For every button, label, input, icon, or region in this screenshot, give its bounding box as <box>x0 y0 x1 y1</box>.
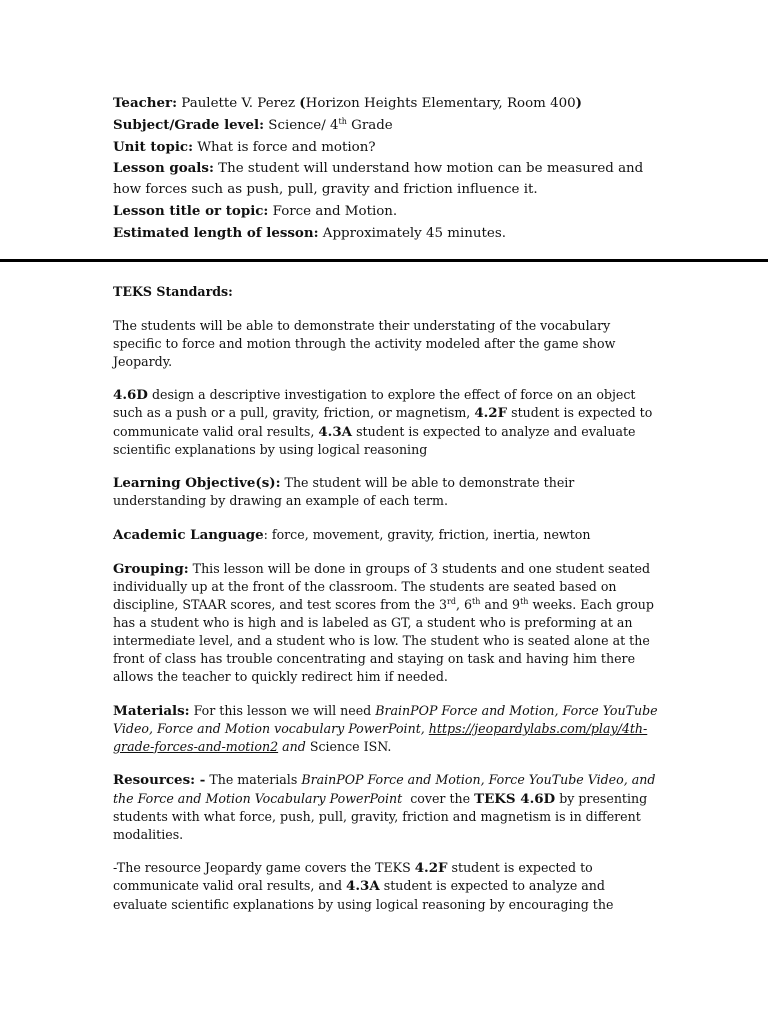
grouping-text-1: This lesson will be done in groups of 3 students and one student seated individually up at the front of the classroom. The students are seated based on discipline, STAAR scores, and test scores from the 3 <box>113 560 651 612</box>
jeopardy-text-1: -The resource Jeopardy game covers the TEKS <box>113 860 411 876</box>
lesson-body <box>113 283 658 929</box>
grouping-sup-3: th <box>520 596 529 606</box>
resources-label: Resources: - <box>113 772 206 789</box>
teks-text-1: design a descriptive investigation to explore the effect of force on an object such as a push or a pull, gravity, friction, or magnetism, <box>113 387 636 421</box>
grouping-text-2: , 6 <box>455 596 472 612</box>
teks-text-2: student is expected to communicate valid oral results, <box>113 405 653 439</box>
teacher-row: Teacher: Paulette V. Perez (Horizon Heights Elementary, Room 400) <box>113 95 583 111</box>
teks-standards <box>113 386 658 458</box>
academic-label: Academic Language <box>113 526 264 543</box>
title-value: Force and Motion. <box>272 203 398 219</box>
subject-sup: th <box>338 116 347 126</box>
length-row <box>113 223 673 245</box>
length-value: Approximately 45 minutes. <box>322 225 506 241</box>
subject-grade: Grade <box>351 117 393 133</box>
teacher-school: Horizon Heights Elementary, Room 400 <box>305 96 576 111</box>
teacher-value: Paulette V. Perez <box>181 96 296 111</box>
materials-text-2: Science ISN. <box>309 738 392 754</box>
unit-label: Unit topic: <box>113 138 194 155</box>
grouping-sup-2: th <box>471 596 481 606</box>
subject-label: Subject/Grade level: <box>113 116 265 133</box>
unit-row <box>113 137 673 159</box>
materials-text-1: For this lesson we will need <box>193 702 372 718</box>
teks-heading <box>113 283 658 301</box>
resources-code: TEKS 4.6D <box>474 790 556 807</box>
teks-heading-text: TEKS Standards: <box>113 284 233 299</box>
jeopardy-text-3: student is expected to analyze and evaluate scientific explanations by using logical reasoning by encouraging the <box>113 878 614 912</box>
goals-row <box>113 158 673 201</box>
objective-label: Learning Objective(s): <box>113 475 281 492</box>
subject-value: Science/ 4 <box>268 117 339 133</box>
jeopardy-code-1: 4.2F <box>414 860 448 877</box>
grouping <box>113 560 658 687</box>
teks-text-3: student is expected to analyze and evaluate scientific explanations by using logical reasoning <box>113 423 636 457</box>
teks-code-2: 4.2F <box>474 405 508 422</box>
goals-value: The student will understand how motion can be measured and how forces such as push, pull, gravity and friction influence it. <box>113 161 644 198</box>
resources-text-2: cover the <box>410 790 471 806</box>
resources-text-1: The materials <box>209 772 298 788</box>
jeopardy-text-2: student is expected to communicate valid oral results, and <box>113 860 593 894</box>
grouping-text-3: and 9 <box>480 596 521 612</box>
resources-text-3: by presenting students with what force, push, pull, gravity, friction and magnetism is in different modalities. <box>113 790 648 842</box>
materials-italic-1: BrainPOP Force and Motion, Force YouTube Video, Force and Motion vocabulary PowerPoint, <box>113 702 658 736</box>
jeopardy-link[interactable]: https://jeopardylabs.com/play/4th-grade-forces-and-motion2 <box>113 720 648 754</box>
grouping-text-4: weeks. Each group has a student who is high and is labeled as GT, a student who is preforming at an intermediate level, and a student who is low. The student who is seated alone at the front of class has trouble concentrating and staying on task and having him there allows the teacher to quickly redirect him if needed. <box>113 596 654 685</box>
title-row <box>113 201 673 223</box>
materials <box>113 702 658 756</box>
academic-text: : force, movement, gravity, friction, inertia, newton <box>263 526 591 542</box>
resources <box>113 771 658 843</box>
materials-label: Materials: <box>113 702 190 719</box>
teks-code-1: 4.6D <box>113 387 148 404</box>
teks-code-3: 4.3A <box>318 423 353 440</box>
jeopardy-resource <box>113 859 658 913</box>
academic-language <box>113 526 658 544</box>
title-label: Lesson title or topic: <box>113 202 269 219</box>
section-divider <box>0 259 768 262</box>
teks-intro: The students will be able to demonstrate their understating of the vocabulary specific to force and motion through the activity modeled after the game show Jeopardy. <box>113 317 616 369</box>
teacher-label: Teacher: <box>113 95 178 111</box>
subject-row <box>113 115 673 137</box>
unit-value: What is force and motion? <box>197 139 376 155</box>
lesson-header <box>113 93 673 245</box>
objective-text: The student will be able to demonstrate their understanding by drawing an example of each term. <box>113 475 575 509</box>
materials-italic-2: and <box>282 738 306 754</box>
resources-italic-1: BrainPOP Force and Motion, Force YouTube Video, and the Force and Motion Vocabulary PowerPoint <box>113 772 656 806</box>
length-label: Estimated length of lesson: <box>113 224 319 241</box>
grouping-sup-1: rd <box>447 596 456 606</box>
jeopardy-code-2: 4.3A <box>346 878 380 895</box>
learning-objective <box>113 474 658 510</box>
grouping-label: Grouping: <box>113 560 189 577</box>
goals-label: Lesson goals: <box>113 160 214 177</box>
